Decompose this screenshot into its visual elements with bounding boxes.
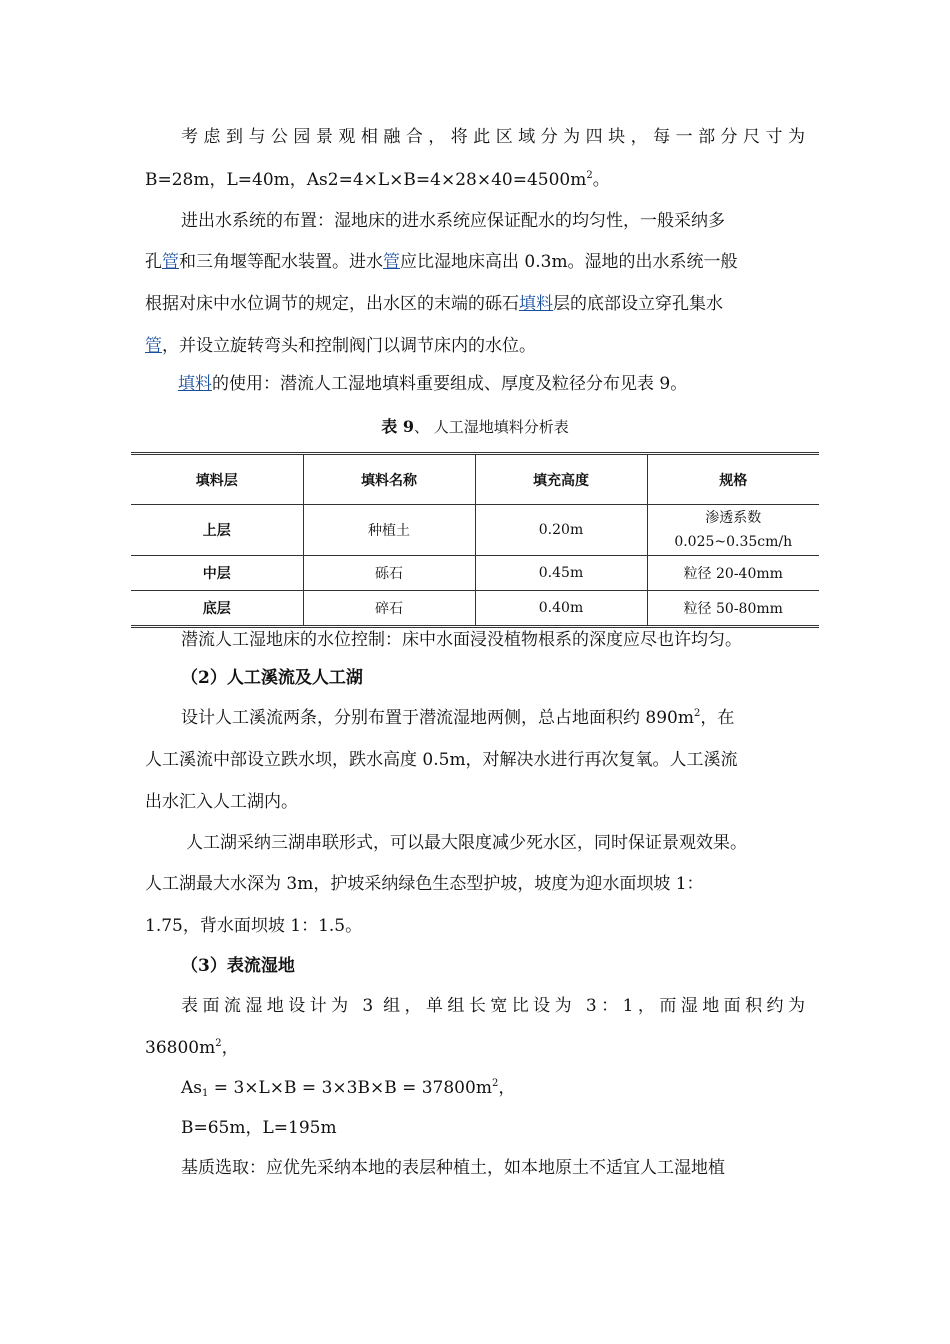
cell-spec: 粒径 50-80mm <box>647 591 819 627</box>
section-heading-2: （2）人工溪流及人工湖 <box>181 668 363 688</box>
section-2-line-1: 设计人工溪流两条，分别布置于潜流湿地两侧，总占地面积约 $890m^2$，在 <box>181 708 735 728</box>
cell-layer: 底层 <box>131 591 303 627</box>
cell-name: 碎石 <box>303 591 475 627</box>
paragraph-2-line-1: 进出水系统的布置：湿地床的进水系统应保证配水的均匀性，一般采纳多 <box>181 211 725 231</box>
section-3-line-1: 表面流湿地设计为 3 组，单组长宽比设为 3：1，而湿地面积约为 <box>181 996 805 1016</box>
table-row <box>131 591 819 627</box>
cell-layer: 上层 <box>131 505 303 556</box>
section-2-line-2: 人工溪流中部设立跌水坝，跌水高度 0.5m，对解决水进行再次复氧。人工溪流 <box>145 750 738 770</box>
section-heading-3: （3）表流湿地 <box>181 956 295 976</box>
pipe-link[interactable]: 管 <box>162 252 179 272</box>
section-2-line-4: 人工湖采纳三湖串联形式，可以最大限度减少死水区，同时保证景观效果。 <box>186 833 747 853</box>
header-name: 填料名称 <box>303 454 475 505</box>
cell-spec: 渗透系数 0.025~0.35cm/h <box>647 505 819 556</box>
cell-layer: 中层 <box>131 556 303 591</box>
paragraph-3: 填料的使用：潜流人工湿地填料重要组成、厚度及粒径分布见表 9。 <box>178 374 688 394</box>
cell-height: 0.20m <box>475 505 647 556</box>
paragraph-2-line-2: 孔管和三角堰等配水装置。进水管应比湿地床高出 0.3m。湿地的出水系统一般 <box>145 252 738 272</box>
water-control-text: 潜流人工湿地床的水位控制：床中水面浸没植物根系的深度应尽也许均匀。 <box>181 630 742 650</box>
section-2-line-3: 出水汇入人工湖内。 <box>145 792 298 812</box>
cell-name: 种植土 <box>303 505 475 556</box>
cell-spec: 粒径 20-40mm <box>647 556 819 591</box>
section-2-line-6: 1.75，背水面坝坡 1：1.5。 <box>145 916 363 936</box>
paragraph-1-line-1: 考虑到与公园景观相融合，将此区域分为四块，每一部分尺寸为 <box>181 127 805 147</box>
header-spec: 规格 <box>647 454 819 505</box>
formula-line: $As_1 = 3\times L\times B = 3\times 3B\times B = 37800m^2$， <box>181 1078 516 1099</box>
table-row <box>131 505 819 556</box>
header-height: 填充高度 <box>475 454 647 505</box>
pipe-link-3[interactable]: 管 <box>145 336 162 356</box>
filler-table <box>131 452 819 628</box>
filler-link-2[interactable]: 填料 <box>178 374 212 394</box>
section-2-line-5: 人工湖最大水深为 3m，护坡采纳绿色生态型护坡，坡度为迎水面坝坡 1： <box>145 874 704 894</box>
superscript: 2 <box>586 170 593 181</box>
table-header-row <box>131 454 819 505</box>
paragraph-2-line-4: 管，并设立旋转弯头和控制阀门以调节床内的水位。 <box>145 336 536 356</box>
filler-link[interactable]: 填料 <box>519 294 553 314</box>
cell-height: 0.45m <box>475 556 647 591</box>
header-layer: 填料层 <box>131 454 303 505</box>
paragraph-2-line-3: 根据对床中水位调节的规定，出水区的末端的砾石填料层的底部设立穿孔集水 <box>145 294 723 314</box>
pipe-link-2[interactable]: 管 <box>383 252 400 272</box>
section-3-last-line: 基质选取：应优先采纳本地的表层种植土，如本地原土不适宜人工湿地植 <box>181 1158 725 1178</box>
section-3-line-2: $36800m^2$， <box>145 1038 239 1058</box>
table-row <box>131 556 819 591</box>
cell-height: 0.40m <box>475 591 647 627</box>
dimensions-line: B=65m，L=195m <box>181 1118 337 1138</box>
table-caption: 表 9、 人工湿地填料分析表 <box>381 417 569 436</box>
paragraph-1-line-2: B=28m，L=40m，$As2=4\times L\times B=4\times 28\times 40=4500m^2$。 <box>145 170 610 190</box>
cell-name: 砾石 <box>303 556 475 591</box>
